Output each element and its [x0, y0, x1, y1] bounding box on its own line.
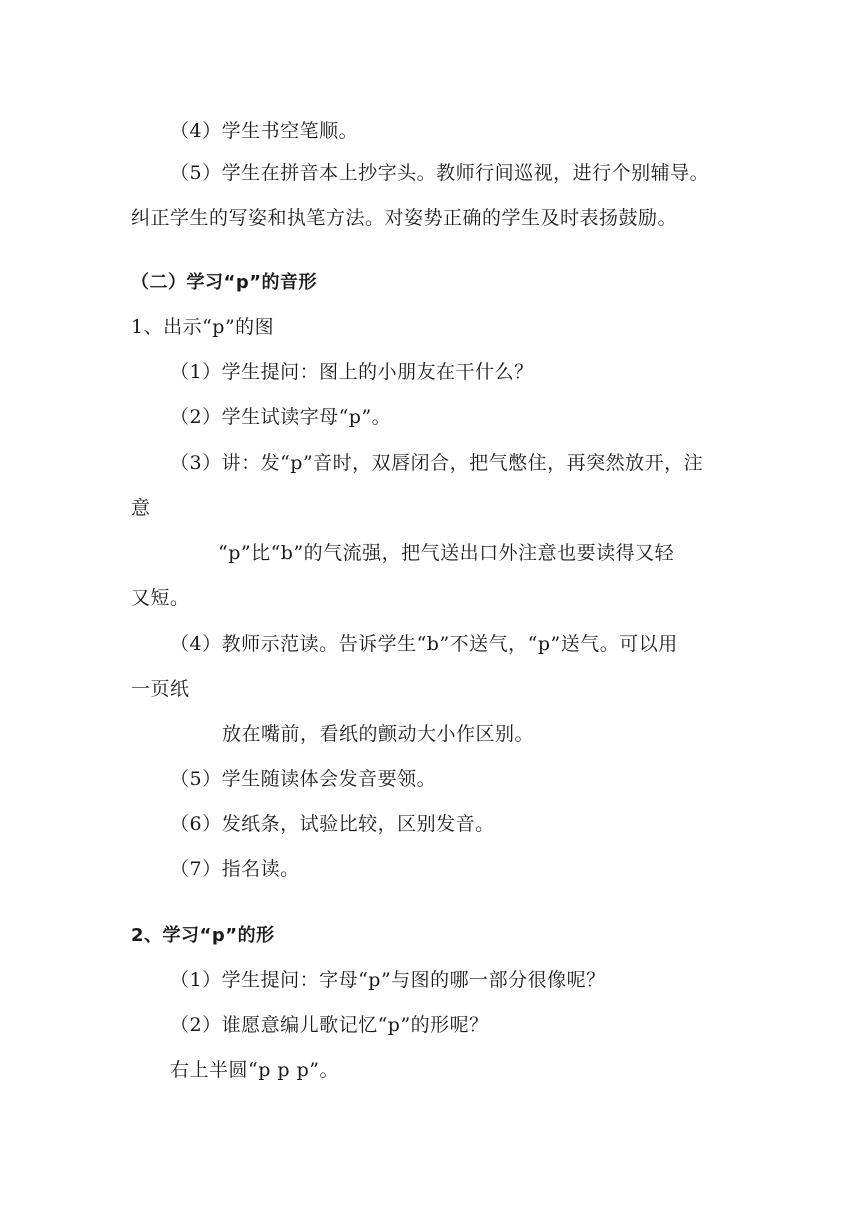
paragraph-line: 纠正学生的写姿和执笔方法。对姿势正确的学生及时表扬鼓励。: [131, 207, 678, 229]
paragraph-line: （3）讲：发“p”音时，双唇闭合，把气憋住，再突然放开，注: [170, 452, 704, 474]
paragraph-line: 又短。: [131, 587, 190, 609]
paragraph-line: 一页纸: [131, 678, 190, 700]
paragraph-line: （2）谁愿意编儿歌记忆“p”的形呢？: [170, 1014, 489, 1036]
section-heading: （二）学习“p”的音形: [131, 272, 318, 293]
paragraph-line: 放在嘴前，看纸的颤动大小作区别。: [222, 723, 535, 745]
paragraph-line: （5）学生随读体会发音要领。: [170, 768, 437, 790]
subsection-heading: 1、出示“p”的图: [131, 316, 275, 338]
paragraph-line: “p”比“b”的气流强，把气送出口外注意也要读得又轻: [218, 542, 675, 564]
paragraph-line: 右上半圆“p p p”。: [170, 1059, 339, 1081]
paragraph-line: （4）教师示范读。告诉学生“b”不送气，“p”送气。可以用: [170, 633, 678, 655]
paragraph-line: （1）学生提问：图上的小朋友在干什么？: [170, 361, 534, 383]
paragraph-line: 意: [131, 497, 151, 519]
paragraph-line: （1）学生提问：字母“p”与图的哪一部分很像呢？: [170, 969, 606, 991]
section-heading: 2、学习“p”的形: [131, 925, 275, 946]
paragraph-line: （7）指名读。: [170, 858, 300, 880]
paragraph-line: （6）发纸条，试验比较，区别发音。: [170, 813, 495, 835]
paragraph-line: （5）学生在拼音本上抄字头。教师行间巡视，进行个别辅导。: [170, 162, 710, 184]
paragraph-line: （2）学生试读字母“p”。: [170, 406, 392, 428]
paragraph-line: （4）学生书空笔顺。: [170, 120, 359, 142]
